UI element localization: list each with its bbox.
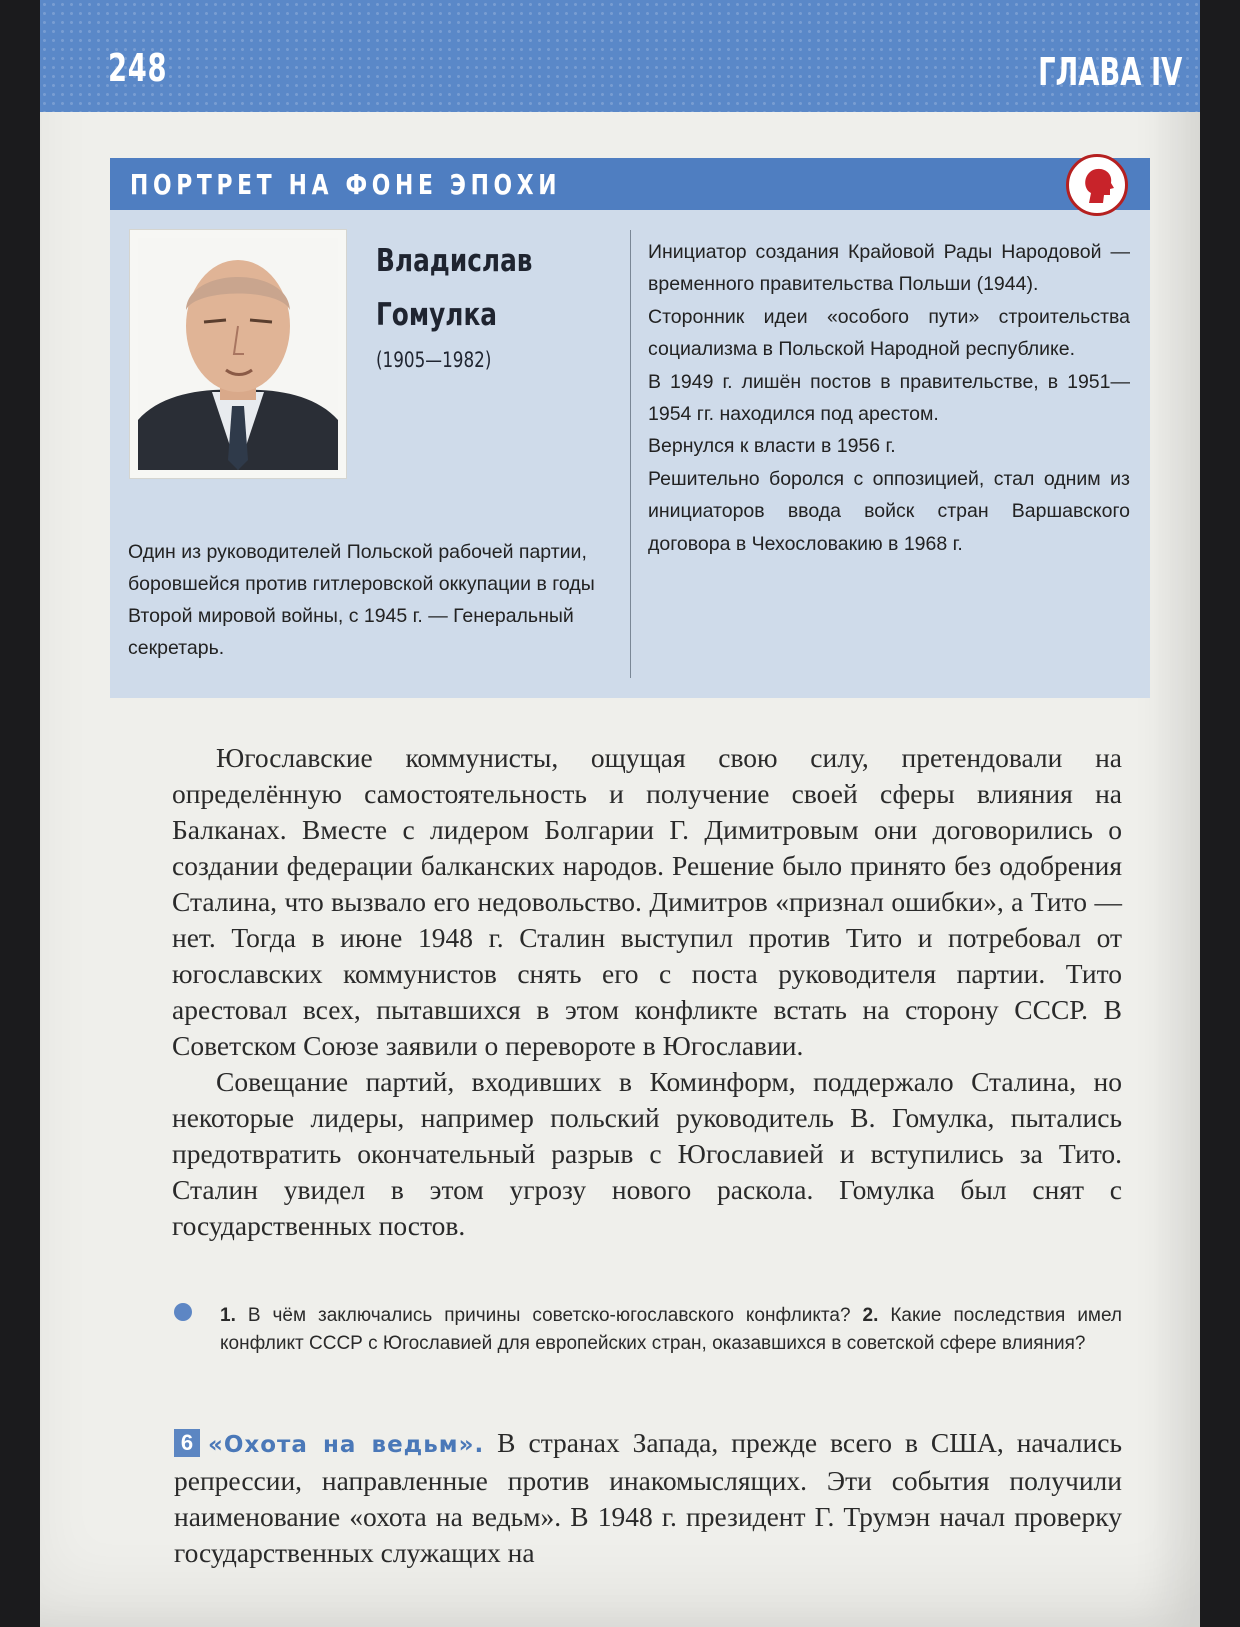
chapter-label: ГЛАВА IV xyxy=(1037,50,1182,94)
body-paragraph: Югославские коммунисты, ощущая свою силу, претендовали на определённую самостоятельность и получение своей сферы влияния на Балканах. Вместе с лидером Болгарии Г. Димитровым они договорились о создании федерации балканских народов. Решение было принято без одобрения Сталина, что вызвало его недовольство. Димитров «признал ошибки», а Тито — нет. Тогда в июне 1948 г. Сталин выступил против Тито и потребовал от югославских коммунистов снять его с поста руководителя партии. Тито арестовал всех, пытавшихся в этом конфликте встать на сторону СССР. В Советском Союзе заявили о перевороте в Югославии. xyxy=(172,742,1122,1061)
section-6 xyxy=(174,1425,1122,1571)
bio-paragraph: В 1949 г. лишён постов в правительстве, в 1951—1954 гг. находился под арестом. xyxy=(648,370,1130,426)
bio-paragraph: Инициатор создания Крайовой Рады Народовой — временного правительства Польши (1944). xyxy=(648,241,1130,296)
body-paragraph: Совещание партий, входивших в Коминформ, поддержало Сталина, но некоторые лидеры, например польский руководитель В. Гомулка, пытались предотвратить окончательный разрыв с Югославией и вступились за Тито. Сталин увидел в этом угрозу нового раскола. Гомулка был снят с государственных постов. xyxy=(172,1066,1122,1241)
page-number: 248 xyxy=(108,46,168,90)
person-dates: (1905—1982) xyxy=(376,348,492,372)
page-header-band xyxy=(40,0,1200,112)
review-questions xyxy=(220,1302,1122,1358)
portrait-section-title: ПОРТРЕТ НА ФОНЕ ЭПОХИ xyxy=(130,168,562,201)
question-number: 2. xyxy=(862,1305,879,1326)
person-first-name: Владислав xyxy=(376,243,533,279)
bio-paragraph: Решительно боролся с оппозицией, стал одним из инициаторов ввода войск стран Варшавского договора в Чехословакию в 1968 г. xyxy=(648,467,1130,555)
main-body-text xyxy=(172,740,1122,1244)
portrait-sidebar xyxy=(110,158,1150,698)
question-text: В чём заключались причины советско-югославского конфликта? xyxy=(247,1305,851,1326)
textbook-page xyxy=(40,0,1200,1627)
person-last-name: Гомулка xyxy=(376,297,498,333)
question-number: 1. xyxy=(220,1305,236,1326)
bio-paragraph: Вернулся к власти в 1956 г. xyxy=(648,435,896,458)
portrait-photo xyxy=(130,230,346,478)
bio-paragraph: Сторонник идеи «особого пути» строительства социализма в Польской Народной республике. xyxy=(648,305,1130,361)
question-bullet-icon xyxy=(174,1303,192,1321)
section-title: «Охота на ведьм». xyxy=(208,1432,485,1458)
head-profile-icon xyxy=(1066,154,1128,216)
portrait-biography xyxy=(648,236,1130,560)
question-text: Какие последствия имел конфликт СССР с Югославией для европейских стран, оказавшихся в советской сфере влияния? xyxy=(220,1305,1123,1354)
section-number-badge: 6 xyxy=(174,1429,200,1457)
section-text: В странах Запада, прежде всего в США, начались репрессии, направленные против инакомыслящих. Эти события получили наименование «охота на ведьм». В 1948 г. президент Г. Трумэн начал проверку государственных служащих на xyxy=(174,1427,1122,1568)
column-divider xyxy=(630,230,631,678)
portrait-caption: Один из руководителей Польской рабочей партии, боровшейся против гитлеровской оккупации в годы Второй мировой войны, с 1945 г. — Генеральный секретарь. xyxy=(128,541,595,659)
portrait-header-bar xyxy=(110,158,1150,210)
person-name xyxy=(376,234,584,342)
